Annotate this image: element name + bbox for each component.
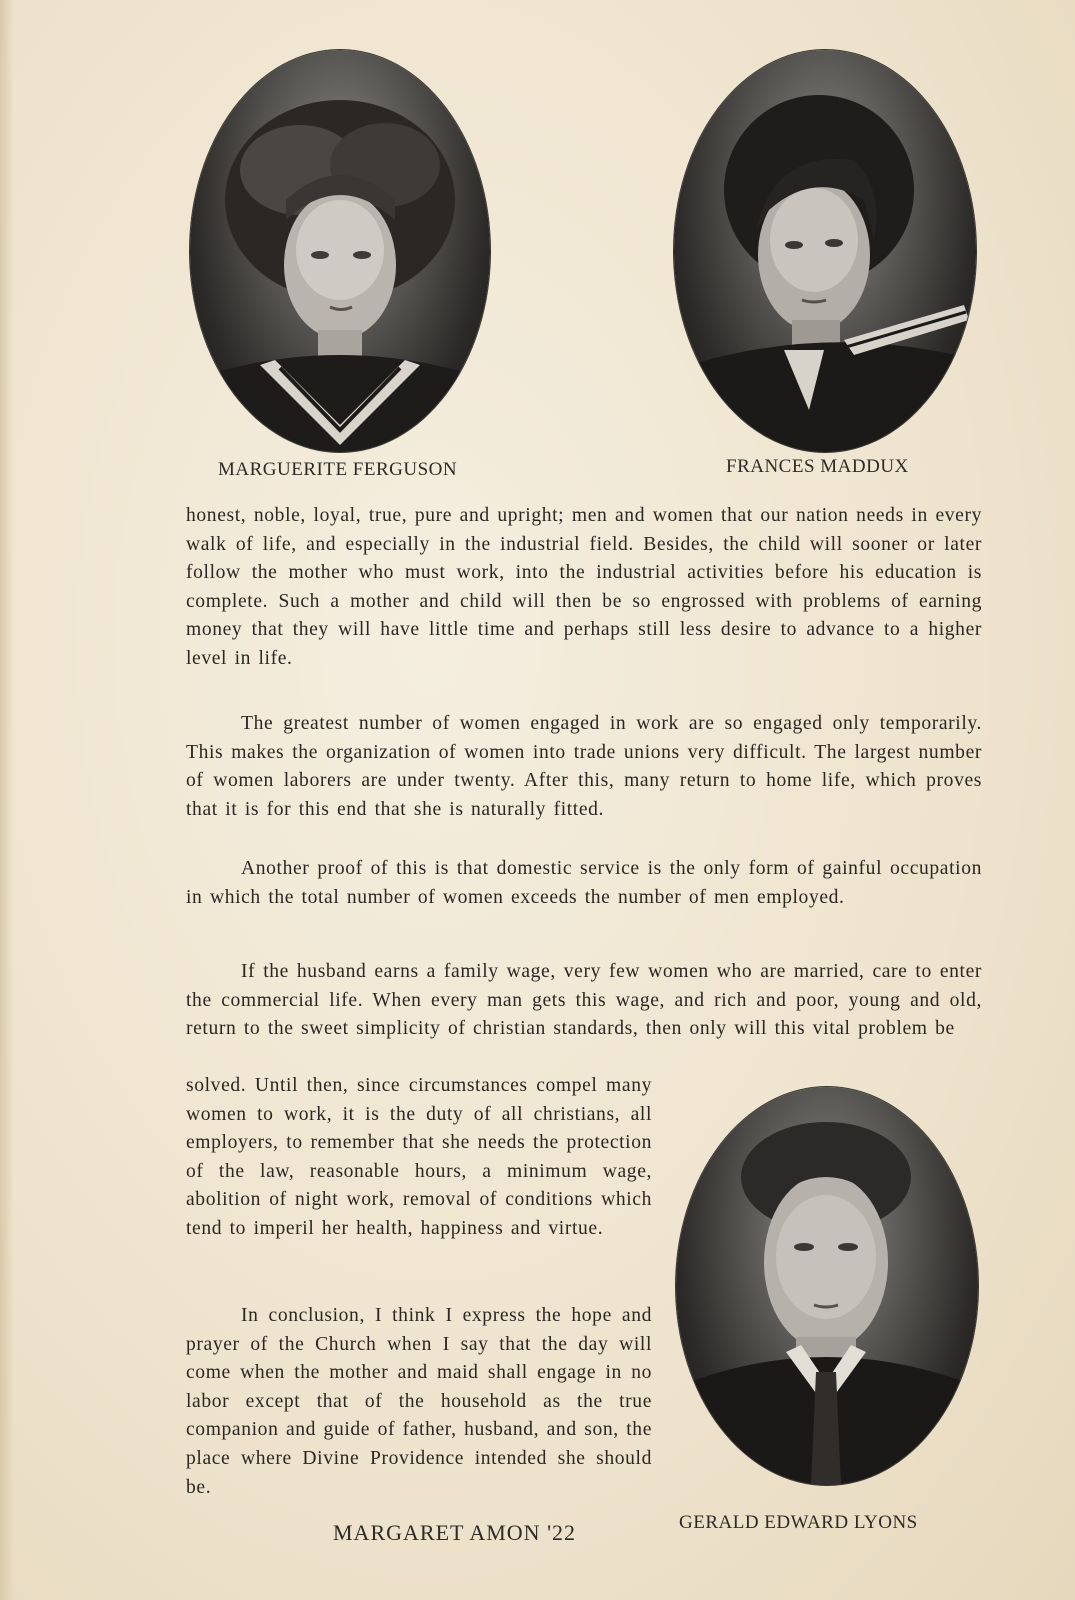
- portrait-caption-lyons: GERALD EDWARD LYONS: [679, 1512, 918, 1533]
- article-paragraph-continued: solved. Until then, since circumstances compel many women to work, it is the duty of all christians, all employers, to remember that she needs the protection of the law, reasonable hours, a minimum wage, abolition of night work, removal of conditions which tend to imperil her health, happiness and virtue.: [186, 1075, 652, 1239]
- article-paragraph: The greatest number of women engaged in work are so engaged only temporarily. This makes the organization of women into trade unions very difficult. The largest number of women laborers are under twenty. After this, many return to home life, which proves that it is for this end that she is naturally fitted.: [186, 713, 982, 820]
- author-signature: MARGARET AMON '22: [333, 1520, 577, 1545]
- article-paragraph: honest, noble, loyal, true, pure and upright; men and women that our nation needs in every walk of life, and especially in the industrial field. Besides, the child will sooner or later follow the mother who must work, into the industrial activities before his education is complete. Such a mother and child will then be so engrossed with problems of earning money that they will have little time and perhaps still less desire to advance to a higher level in life.: [186, 505, 982, 669]
- article-paragraph: In conclusion, I think I express the hope and prayer of the Church when I say that the day will come when the mother and maid shall engage in no labor except that of the household as the true companion and guide of father, husband, and son, the place where Divine Providence intended she should be.: [186, 1305, 652, 1498]
- page-binding-edge: [0, 0, 14, 1600]
- article-paragraph: If the husband earns a family wage, very few women who are married, care to enter the commercial life. When every man gets this wage, and rich and poor, young and old, return to the sweet simplicity of christian standards, then only will this vital problem be: [186, 961, 982, 1040]
- portrait-photo-lyons: [676, 1087, 978, 1485]
- portrait-caption-ferguson: MARGUERITE FERGUSON: [218, 459, 458, 480]
- portrait-photo-maddux: [674, 50, 976, 452]
- portrait-caption-maddux: FRANCES MADDUX: [726, 456, 909, 477]
- portrait-photo-ferguson: [190, 50, 490, 452]
- article-paragraph: Another proof of this is that domestic service is the only form of gainful occupation in which the total number of women exceeds the number of men employed.: [186, 858, 982, 908]
